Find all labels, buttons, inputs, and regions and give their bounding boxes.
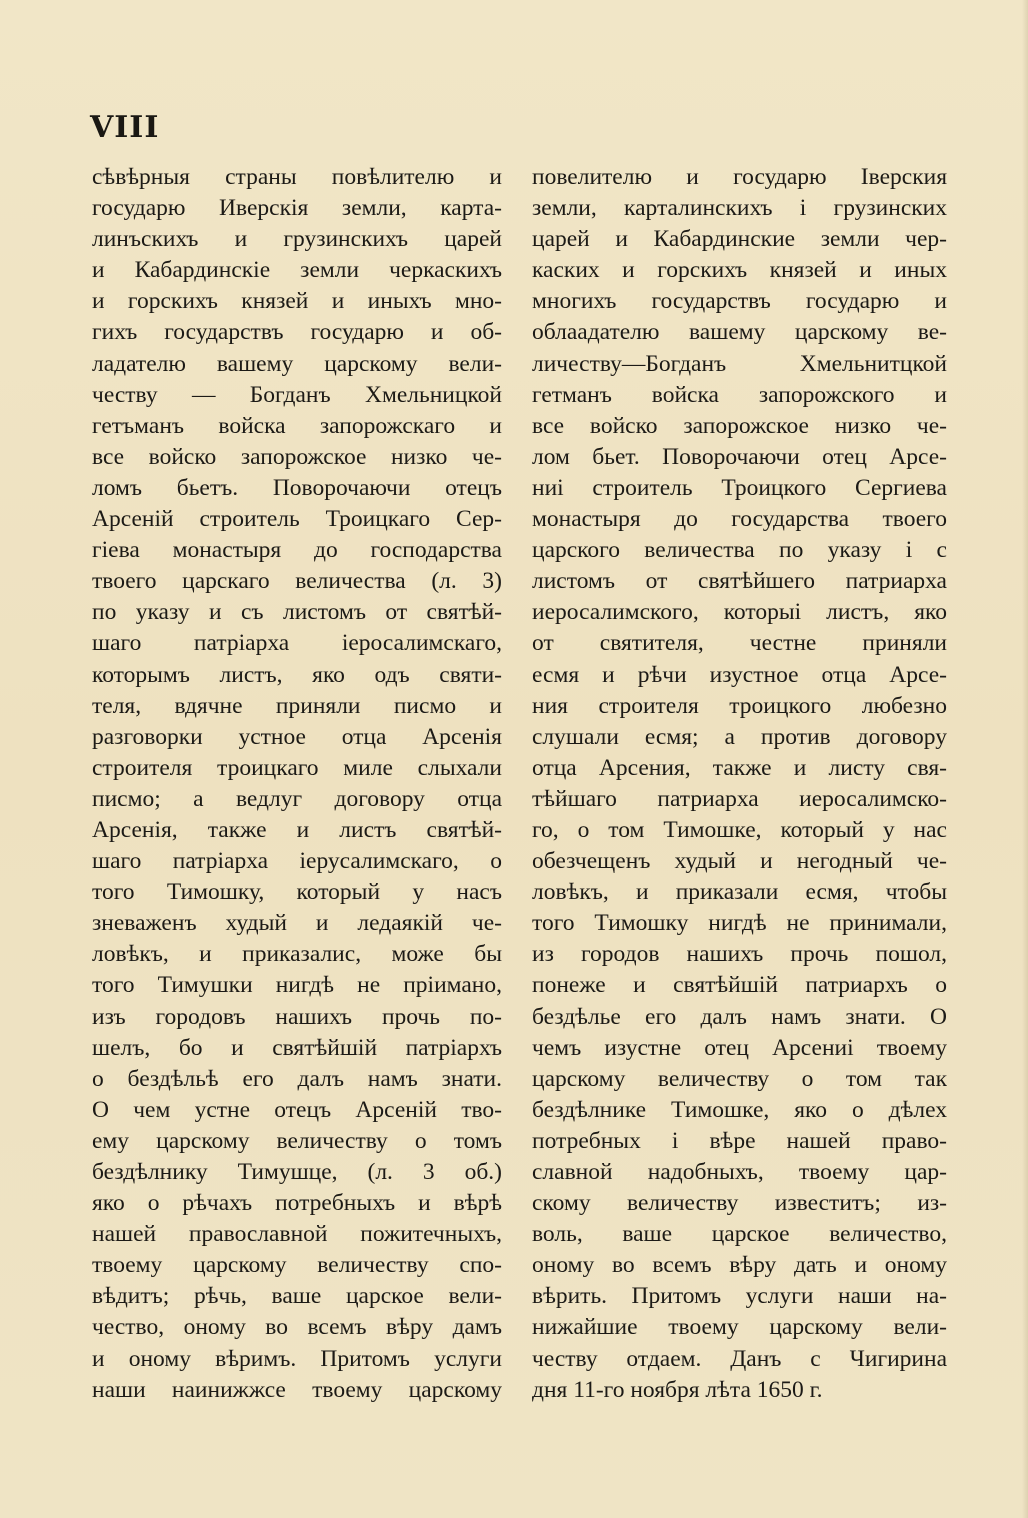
left-line: ломъ бьетъ. Поворочаючи отецъ (92, 474, 502, 501)
right-line: слушали есмя; а против договору (532, 723, 947, 750)
right-line: воль, ваше царское величество, (532, 1221, 947, 1248)
left-line: твоего царскаго величества (л. 3) (92, 568, 502, 595)
right-line: царей и Кабардинские земли чер- (532, 226, 947, 253)
left-line: и оному вѣримъ. Притомъ услуги (92, 1345, 502, 1372)
left-line: зневаженъ худый и ледаякій че- (92, 910, 502, 937)
right-line: земли, карталинскихъ і грузинских (532, 195, 947, 222)
left-line: сѣвѣрныя страны повѣлителю и (92, 164, 502, 190)
right-line: потребных і вѣре нашей право- (532, 1127, 947, 1154)
right-line: царского величества по указу і с (532, 537, 947, 564)
right-line: иеросалимского, которыі листъ, яко (532, 599, 947, 626)
right-column-text (532, 162, 947, 1406)
right-line: ниі строитель Троицкого Сергиева (532, 474, 947, 501)
left-line: писмо; а ведлуг договору отца (92, 785, 502, 812)
left-line: и горскихъ князей и иныхъ мно- (92, 288, 502, 315)
left-line: твоему царскому величеству спо- (92, 1252, 502, 1279)
left-line: шелъ, бо и святѣйшій патріархъ (92, 1034, 502, 1061)
right-line: все войско запорожское низко че- (532, 412, 947, 439)
left-line: ему царскому величеству о томъ (92, 1127, 502, 1154)
left-line: гіева монастыря до господарства (92, 537, 502, 564)
left-line: изъ городовъ нашихъ прочь по- (92, 1003, 502, 1030)
left-line: гихъ государствъ государю и об- (92, 319, 502, 346)
right-line: обезчещенъ худый и негодный че- (532, 848, 947, 875)
right-line: есмя и рѣчи изустное отца Арсе- (532, 661, 947, 688)
left-line: государю Иверскія земли, карта- (92, 195, 502, 222)
right-line: ния строителя троицкого любезно (532, 692, 947, 719)
left-column-text (92, 162, 502, 1406)
left-line: Арсеній строитель Троицкаго Сер- (92, 506, 502, 533)
left-line: которымъ листъ, яко одъ святи- (92, 661, 502, 688)
right-line: чемъ изустне отец Арсениі твоему (532, 1034, 947, 1061)
left-line: теля, вдячне приняли писмо и (92, 692, 502, 719)
right-line: каских и горскихъ князей и иных (532, 257, 947, 284)
right-line: личеству—Богданъ Хмельнитцкой (532, 350, 947, 377)
right-line: монастыря до государства твоего (532, 506, 947, 533)
right-line: дня 11-го ноября лѣта 1650 г. (532, 1376, 823, 1403)
right-line: понеже и святѣйшій патриархъ о (532, 972, 947, 999)
left-line: того Тимушки нигдѣ не пріимано, (92, 972, 502, 999)
right-line: того Тимошку нигдѣ не принимали, (532, 910, 947, 937)
page-number: VIII (90, 110, 160, 145)
left-line: О чем устне отецъ Арсеній тво- (92, 1096, 502, 1123)
left-line: и Кабардинскіе земли черкаскихъ (92, 257, 502, 284)
right-line: бездѣлье его далъ намъ знати. О (532, 1003, 947, 1030)
right-line: лом бьет. Поворочаючи отец Арсе- (532, 443, 947, 470)
right-line: облаадателю вашему царскому ве- (532, 319, 947, 346)
left-line: линъскихъ и грузинскихъ царей (92, 226, 502, 253)
left-line: все войско запорожское низко че- (92, 443, 502, 470)
right-line: го, о том Тимошке, который у нас (532, 816, 947, 843)
left-line: шаго патріарха іерусалимскаго, о (92, 848, 502, 875)
right-line: тѣйшаго патриарха иеросалимско- (532, 785, 947, 812)
right-line: бездѣлнике Тимошке, яко о дѣлех (532, 1096, 947, 1123)
left-line: строителя троицкаго миле слыхали (92, 754, 502, 781)
right-line: из городов нашихъ прочь пошол, (532, 941, 947, 968)
right-line: повелителю и государю Іверския (532, 164, 947, 190)
left-line: того Тимошку, который у насъ (92, 879, 502, 906)
right-line: вѣрить. Притомъ услуги наши на- (532, 1283, 947, 1310)
left-line: наши наинижжсе твоему царскому (92, 1376, 502, 1403)
left-line: шаго патріарха іеросалимскаго, (92, 630, 502, 657)
right-line: скому величеству известитъ; из- (532, 1190, 947, 1217)
left-line: яко о рѣчахъ потребныхъ и вѣрѣ (92, 1190, 502, 1217)
page-edge-shadow (1022, 0, 1028, 1518)
right-line: ловѣкъ, и приказали есмя, чтобы (532, 879, 947, 906)
left-line: бездѣлнику Тимушце, (л. 3 об.) (92, 1159, 502, 1185)
left-line: нашей православной пожитечныхъ, (92, 1221, 502, 1248)
left-line: чество, оному во всемъ вѣру дамъ (92, 1314, 502, 1341)
right-line: нижайшие твоему царскому вели- (532, 1314, 947, 1341)
right-line: многихъ государствъ государю и (532, 288, 947, 315)
left-line: по указу и съ листомъ от святѣй- (92, 599, 502, 626)
right-line: царскому величеству о том так (532, 1065, 947, 1092)
left-line: гетъманъ войска запорожскаго и (92, 412, 502, 439)
left-line: ладателю вашему царскому вели- (92, 350, 502, 377)
left-line: разговорки устное отца Арсенія (92, 723, 502, 750)
left-line: ловѣкъ, и приказалис, може бы (92, 941, 502, 968)
left-line: вѣдитъ; рѣчь, ваше царское вели- (92, 1283, 502, 1310)
right-line: листомъ от святѣйшего патриарха (532, 568, 947, 595)
right-line: гетманъ войска запорожского и (532, 381, 947, 408)
right-line: от святителя, честне приняли (532, 630, 947, 657)
left-line: Арсенія, также и листъ святѣй- (92, 816, 502, 843)
right-line: оному во всемъ вѣру дать и оному (532, 1252, 947, 1279)
left-line: честву — Богданъ Хмельницкой (92, 381, 502, 408)
left-line: о бездѣльѣ его далъ намъ знати. (92, 1065, 502, 1092)
right-line: отца Арсения, также и листу свя- (532, 754, 947, 781)
right-line: честву отдаем. Данъ с Чигирина (532, 1345, 947, 1372)
right-line: славной надобныхъ, твоему цар- (532, 1159, 947, 1185)
